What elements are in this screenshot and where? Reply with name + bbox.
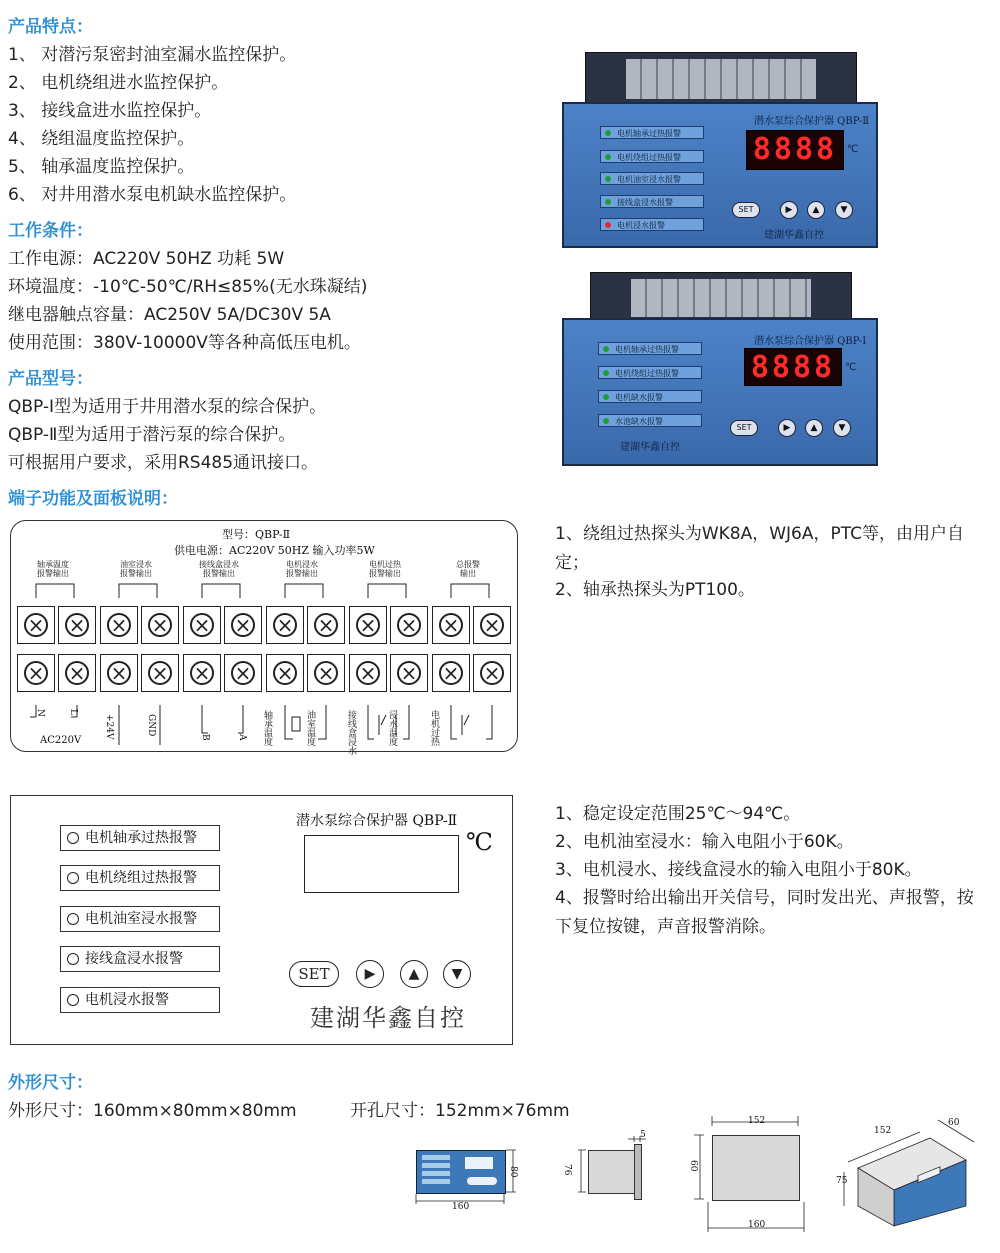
panel-indicator: 接线盒浸水报警 [60, 946, 220, 972]
terminal-screw [473, 606, 511, 644]
device2-down-button[interactable]: ▼ [833, 419, 851, 437]
terminal-bottom-label: 轴承温度 [262, 710, 272, 746]
panel-indicator: 电机浸水报警 [60, 987, 220, 1013]
device1-indicator: 接线盒浸水报警 [600, 195, 704, 208]
panel-note: 4、报警时给出输出开关信号，同时发出光、声报警，按下复位按键，声音报警消除。 [555, 888, 974, 937]
device2-photo [562, 318, 878, 466]
panel-note: 2、电机油室浸水：输入电阻小于60K。 [555, 832, 854, 852]
panel-indicator: 电机轴承过热报警 [60, 825, 220, 851]
panel-indicator: 电机油室浸水报警 [60, 906, 220, 932]
terminal-screw [473, 654, 511, 692]
panel-title: 潜水泵综合保护器 QBP-Ⅱ [296, 813, 458, 829]
feature-item: 2、 电机绕组进水监控保护。 [8, 73, 229, 93]
terminal-top-label: 总报警 输出 [456, 560, 480, 578]
terminal-bottom-label: N [35, 709, 45, 717]
terminal-screw [307, 606, 345, 644]
terminal-screw [224, 654, 262, 692]
device1-down-button[interactable]: ▼ [835, 201, 853, 219]
device1-brand: 建湖华鑫自控 [764, 230, 824, 241]
panel-set-button[interactable]: SET [289, 961, 339, 987]
terminal-screw [390, 654, 428, 692]
terminal-screw [349, 606, 387, 644]
dim-front-width: 160 [452, 1202, 470, 1212]
panel-down-button[interactable]: ▼ [443, 960, 471, 988]
terminal-bottom-label: A [237, 734, 247, 741]
dimension-outer: 外形尺寸：160mm×80mm×80mm [8, 1101, 297, 1121]
feature-item: 1、 对潜污泵密封油室漏水监控保护。 [8, 45, 297, 65]
terminal-bottom-label: 接线盒浸水 [346, 710, 356, 755]
dim-side-height: 76 [562, 1164, 572, 1176]
panel-display [304, 835, 459, 893]
terminal-screw [349, 654, 387, 692]
terminal-top-wiring [14, 578, 514, 600]
terminal-screw [17, 654, 55, 692]
dim-cutout-width2: 160 [748, 1220, 766, 1230]
dimension-cutout: 开孔尺寸：152mm×76mm [350, 1101, 570, 1121]
device1-unit: ℃ [847, 144, 859, 155]
dim-side-depth: 5 [640, 1130, 646, 1140]
device1-indicator: 电机轴承过热报警 [600, 126, 704, 139]
feature-item: 6、 对井用潜水泵电机缺水监控保护。 [8, 185, 297, 205]
panel-up-button[interactable]: ▲ [400, 960, 428, 988]
features-heading: 产品特点： [8, 17, 93, 37]
terminal-bottom-label: +24V [104, 714, 114, 740]
terminal-note: 1、绕组过热探头为WK8A，WJ6A，PTC等，由用户自定； [555, 524, 964, 573]
terminal-block [14, 598, 510, 716]
device2-display: 8888 [744, 348, 842, 386]
device1-photo [562, 102, 878, 248]
terminal-note: 2、轴承热探头为PT100。 [555, 580, 755, 600]
terminal-screw [100, 654, 138, 692]
device2-indicator: 水池缺水报警 [598, 414, 702, 427]
terminal-bottom-label: B [200, 734, 210, 741]
terminal-screw [100, 606, 138, 644]
terminal-screw [58, 654, 96, 692]
device2-indicator: 电机绕组过热报警 [598, 366, 702, 379]
panel-note: 1、稳定设定范围25℃～94℃。 [555, 804, 801, 824]
terminal-top-label: 电机过热 报警输出 [369, 560, 401, 578]
dim-front-height: 80 [508, 1166, 518, 1178]
terminal-screw [307, 654, 345, 692]
terminal-power: 供电电源：AC220V 50HZ 输入功率5W [174, 544, 375, 557]
terminal-screw [141, 606, 179, 644]
device2-brand: 建湖华鑫自控 [620, 442, 680, 453]
device1-set-button[interactable]: SET [732, 202, 760, 218]
feature-item: 4、 绕组温度监控保护。 [8, 129, 195, 149]
device1-right-button[interactable]: ▶ [780, 201, 798, 219]
terminal-top-label: 接线盒浸水 报警输出 [199, 560, 239, 578]
dim-iso-height: 75 [836, 1176, 848, 1186]
dim-iso-depth: 60 [948, 1118, 960, 1128]
condition-item: 继电器触点容量：AC250V 5A/DC30V 5A [8, 305, 331, 325]
dim-cutout-width: 152 [748, 1116, 766, 1126]
terminal-bottom-label: L [68, 709, 78, 715]
device1-indicator: 电机浸水报警 [600, 218, 704, 231]
dim-iso-width: 152 [874, 1126, 892, 1136]
terminal-screw [390, 606, 428, 644]
dim-cutout-height: 60 [688, 1160, 698, 1172]
dim-front-lines [410, 1146, 530, 1216]
terminal-screw [266, 606, 304, 644]
model-item: QBP-Ⅰ型为适用于井用潜水泵的综合保护。 [8, 397, 327, 417]
device2-up-button[interactable]: ▲ [805, 419, 823, 437]
panel-brand: 建湖华鑫自控 [310, 1004, 466, 1032]
device2-indicator: 电机缺水报警 [598, 390, 702, 403]
terminal-screw [183, 606, 221, 644]
terminal-top-label: 轴承温度 报警输出 [37, 560, 69, 578]
device2-terminal-strip [590, 272, 852, 324]
device1-title: 潜水泵综合保护器 QBP-Ⅱ [754, 116, 870, 127]
device1-up-button[interactable]: ▲ [807, 201, 825, 219]
terminal-screw [432, 654, 470, 692]
model-item: QBP-Ⅱ型为适用于潜污泵的综合保护。 [8, 425, 296, 445]
feature-item: 3、 接线盒进水监控保护。 [8, 101, 212, 121]
dim-side-lines [570, 1132, 660, 1202]
terminal-bottom-label: GND [146, 714, 156, 737]
panel-right-button[interactable]: ▶ [356, 960, 384, 988]
panel-indicator: 电机绕组过热报警 [60, 865, 220, 891]
terminal-screw [266, 654, 304, 692]
device2-right-button[interactable]: ▶ [778, 419, 796, 437]
condition-item: 环境温度：-10℃-50℃/RH≤85%(无水珠凝结) [8, 277, 368, 297]
terminal-screw [141, 654, 179, 692]
device1-display: 8888 [746, 130, 844, 170]
terminal-screw [224, 606, 262, 644]
models-heading: 产品型号： [8, 369, 93, 389]
device1-indicator: 电机油室浸水报警 [600, 172, 704, 185]
terminal-top-label: 电机浸水 报警输出 [286, 560, 318, 578]
terminal-bottom-label: 浸水温度 [387, 710, 397, 746]
panel-unit: ℃ [466, 828, 493, 856]
model-item: 可根据用户要求，采用RS485通讯接口。 [8, 453, 319, 473]
device1-indicator: 电机绕组过热报警 [600, 150, 704, 163]
terminal-top-label: 油室浸水 报警输出 [120, 560, 152, 578]
terminal-bottom-label: 油室温度 [305, 710, 315, 746]
dim-iso-view [838, 1110, 988, 1230]
feature-item: 5、 轴承温度监控保护。 [8, 157, 195, 177]
terminal-model: 型号：QBP-Ⅱ [222, 528, 291, 541]
device2-set-button[interactable]: SET [730, 420, 758, 436]
terminal-screw [183, 654, 221, 692]
terminal-bottom-label: 电机过热 [429, 710, 439, 746]
conditions-heading: 工作条件： [8, 221, 93, 241]
condition-item: 工作电源：AC220V 50HZ 功耗 5W [8, 249, 285, 269]
dimensions-heading: 外形尺寸： [8, 1073, 93, 1093]
terminal-screw [17, 606, 55, 644]
panel-note: 3、电机浸水、接线盒浸水的输入电阻小于80K。 [555, 860, 922, 880]
device2-title: 潜水泵综合保护器 QBP-Ⅰ [754, 336, 867, 347]
device2-indicator: 电机轴承过热报警 [598, 342, 702, 355]
device1-terminal-strip [585, 52, 857, 106]
terminal-screw [432, 606, 470, 644]
device2-unit: ℃ [845, 362, 857, 373]
condition-item: 使用范围：380V-10000V等各种高低压电机。 [8, 333, 361, 353]
terminal-screw [58, 606, 96, 644]
terminal-ac-label: AC220V [40, 735, 82, 746]
terminal-heading: 端子功能及面板说明： [8, 489, 178, 509]
